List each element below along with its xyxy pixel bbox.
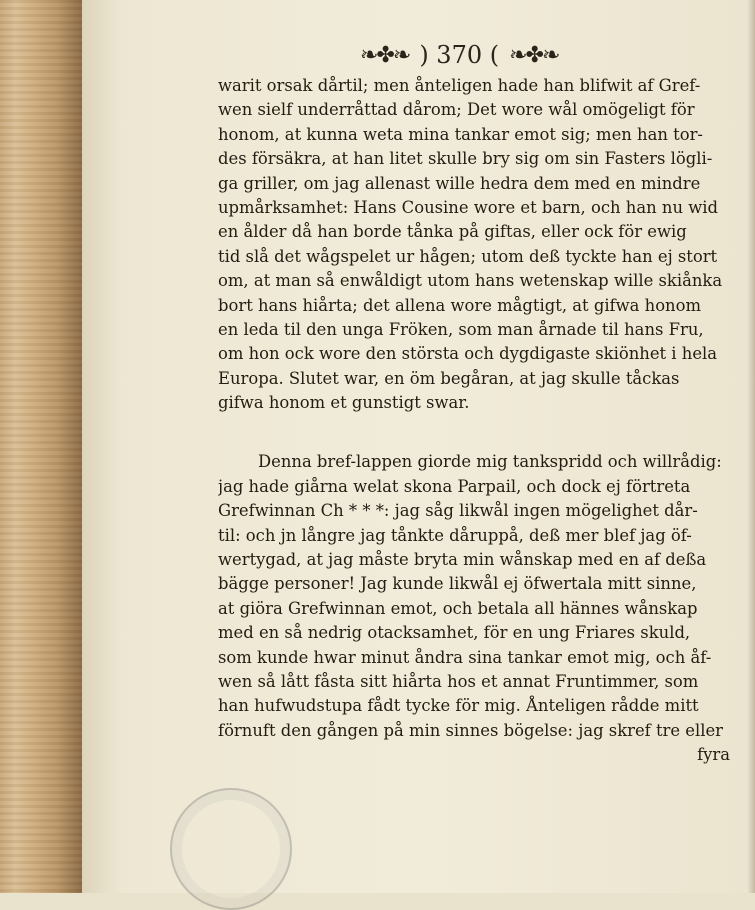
running-header [360,40,558,70]
text-line: han hufwudstupa fådt tycke för mig. Ånteligen rådde mitt [218,696,699,716]
page-number: ) 370 ( [419,41,500,69]
text-line: en ålder då han borde tånka på giftas, eller ock för ewig [218,222,687,242]
text-line: warit orsak dårtil; men ånteligen hade han blifwit af Gref- [218,76,701,95]
text-line: ga griller, om jag allenast wille hedra dem med en mindre [218,173,701,193]
text-line: om hon ock wore den största och dygdigaste skiönhet i hela [218,344,718,364]
library-stamp [170,788,292,910]
page-edge [0,0,82,893]
page-right-edge [747,0,755,893]
text-line: Denna bref-lappen giorde mig tankspridd och willrådig: [258,452,722,472]
body-text [218,74,730,768]
text-line: wertygad, at jag måste bryta min wånskap med en af deßa [218,550,707,570]
text-line: jag hade giårna welat skona Parpail, och dock ej förtreta [218,476,691,496]
text-line: Grefwinnan Ch * * *: jag såg likwål ingen mögelighet dår- [218,501,698,521]
text-line: förnuft den gången på min sinnes bögelse: jag skref tre eller [218,720,723,740]
catchword: fyra [697,745,730,765]
text-line: gifwa honom et gunstigt swar. [218,393,470,413]
text-line: honom, at kunna weta mina tankar emot sig; men han tor- [218,124,703,144]
text-line: tid slå det wågspelet ur hågen; utom deß tyckte han ej stort [218,246,718,266]
paragraph-2 [218,450,730,767]
text-line: bort hans hiårta; det allena wore mågtigt, at gifwa honom [218,295,702,315]
text-line: at giöra Grefwinnan emot, och betala all hännes wånskap [218,598,698,618]
text-line: wen sielf underråttad dårom; Det wore wål omögeligt för [218,100,695,120]
text-line: bägge personer! Jag kunde likwål ej öfwertala mitt sinne, [218,574,697,594]
text-line: wen så lått fåsta sitt hiårta hos et annat Fruntimmer, som [218,671,699,691]
text-line: som kunde hwar minut åndra sina tankar emot mig, och åf- [218,647,712,667]
paragraph-gap [218,415,730,450]
text-line: en leda til den unga Fröken, som man årnade til hans Fru, [218,319,704,339]
paragraph-1 [218,74,730,415]
text-line: til: och jn långre jag tånkte dåruppå, deß mer blef jag öf- [218,525,692,545]
text-line: des försäkra, at han litet skulle bry sig om sin Fasters lögli- [218,149,713,169]
ornament-right-icon: ❧✤❧ [509,42,559,68]
text-line: om, at man så enwåldigt utom hans wetenskap wille skiånka [218,271,723,291]
text-line: Europa. Slutet war, en öm begåran, at jag skulle tåckas [218,368,680,388]
text-line: upmårksamhet: Hans Cousine wore et barn, och han nu wid [218,197,718,217]
ornament-left-icon: ❧✤❧ [360,42,410,68]
text-line: med en så nedrig otacksamhet, för en ung Friares skuld, [218,623,691,643]
